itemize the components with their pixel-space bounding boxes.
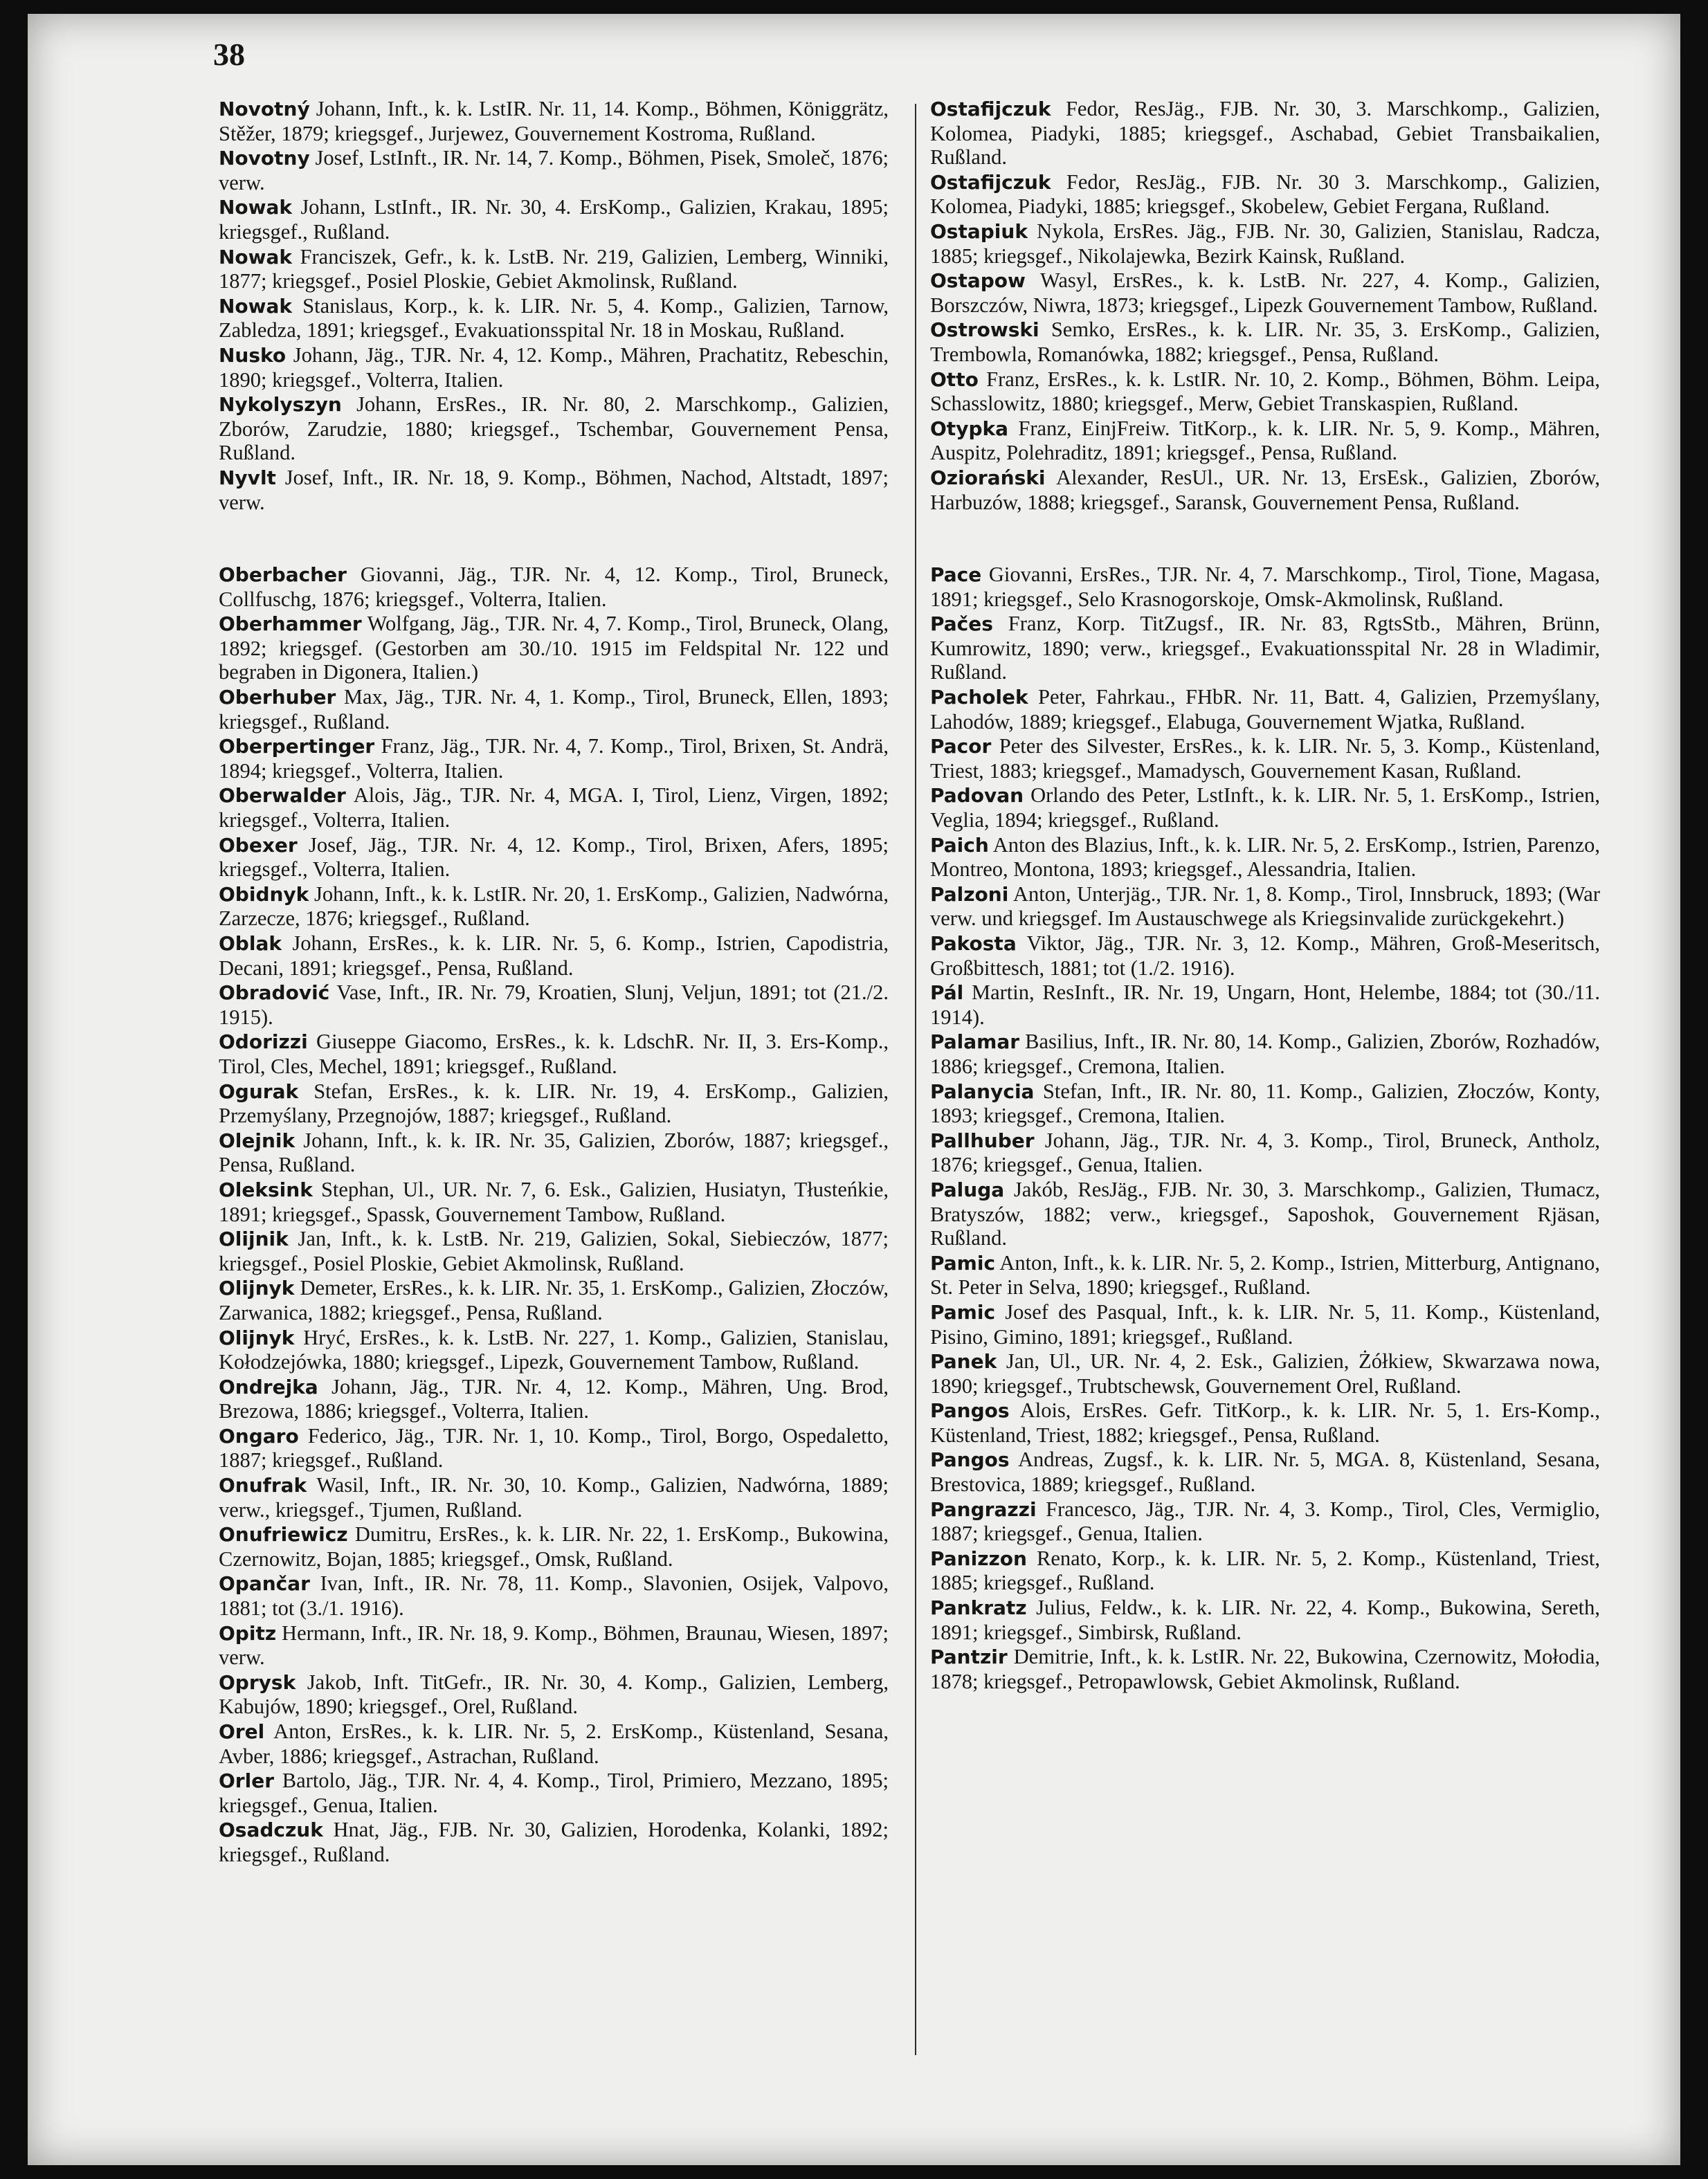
register-entry [219, 1621, 889, 1670]
entry-surname: Ostafijczuk [930, 170, 1051, 194]
entry-surname: Obradović [219, 981, 330, 1005]
entry-surname: Oblak [219, 932, 282, 955]
entry-details: Stephan, Ul., UR. Nr. 7, 6. Esk., Galizien, Husiatyn, Tłusteńkie, 1891; kriegsgef., Spassk, Gouvernement Tambow, Rußland. [219, 1177, 889, 1226]
entry-surname: Pamic [930, 1251, 996, 1275]
entry-details: Franz, Jäg., TJR. Nr. 4, 7. Komp., Tirol, Brixen, St. Andrä, 1894; kriegsgef., Volterra, Italien. [219, 734, 889, 783]
entry-surname: Paich [930, 833, 989, 857]
document-page [28, 14, 1680, 2165]
register-entry [930, 466, 1600, 514]
entry-surname: Oziorański [930, 466, 1046, 489]
register-entry [219, 1571, 889, 1620]
entry-details: Julius, Feldw., k. k. LIR. Nr. 22, 4. Komp., Bukowina, Sereth, 1891; kriegsgef., Simbirsk, Rußland. [930, 1596, 1601, 1644]
register-entry [930, 1129, 1600, 1177]
entry-details: Stefan, ErsRes., k. k. LIR. Nr. 19, 4. ErsKomp., Galizien, Przemyślany, Przegnojów, 1887; kriegsgef., Rußland. [219, 1079, 889, 1128]
register-entry [219, 392, 889, 465]
entry-details: Hnat, Jäg., FJB. Nr. 30, Galizien, Horodenka, Kolanki, 1892; kriegsgef., Rußland. [219, 1818, 889, 1866]
entry-details: Anton, Inft., k. k. LIR. Nr. 5, 2. Komp., Istrien, Mitterburg, Antignano, St. Peter in Selva, 1890; kriegsgef., Rußland. [930, 1250, 1600, 1300]
register-entry [219, 734, 889, 783]
register-entry [219, 1818, 889, 1866]
entry-surname: Odorizzi [219, 1030, 308, 1054]
register-entry [930, 685, 1600, 733]
register-entry [219, 1178, 889, 1226]
entry-surname: Nowak [219, 294, 293, 318]
section-gap [930, 515, 1600, 563]
entry-surname: Novotný [219, 98, 310, 120]
register-entry [930, 1398, 1600, 1447]
entry-surname: Orel [219, 1720, 265, 1743]
entry-surname: Pangos [930, 1448, 1010, 1472]
entry-details: Orlando des Peter, LstInft., k. k. LIR. Nr. 5, 1. ErsKomp., Istrien, Veglia, 1894; kriegsgef., Rußland. [930, 783, 1601, 832]
entry-surname: Ostapiuk [930, 219, 1028, 243]
entry-surname: Ostafijczuk [930, 98, 1051, 120]
register-entry [219, 1030, 889, 1078]
entry-details: Francesco, Jäg., TJR. Nr. 4, 3. Komp., Tirol, Cles, Vermiglio, 1887; kriegsgef., Genua, Italien. [930, 1497, 1600, 1546]
register-entry [930, 97, 1600, 170]
entry-surname: Nowak [219, 245, 293, 268]
register-entry [219, 1079, 889, 1128]
register-entry [930, 783, 1600, 832]
register-entry [930, 1645, 1600, 1693]
register-entry [219, 1276, 889, 1324]
entry-surname: Palamar [930, 1030, 1020, 1054]
entry-details: Peter des Silvester, ErsRes., k. k. LIR. Nr. 5, 3. Komp., Küstenland, Triest, 1883; kriegsgef., Mamadysch, Gouvernement Kasan, Rußland. [930, 734, 1601, 783]
entry-details: Bartolo, Jäg., TJR. Nr. 4, 4. Komp., Tirol, Primiero, Mezzano, 1895; kriegsgef., Genua, Italien. [219, 1769, 889, 1817]
entry-details: Fedor, ResJäg., FJB. Nr. 30, 3. Marschkomp., Galizien, Kolomea, Piadyki, 1885; kriegsgef., Aschabad, Gebiet Transbaikalien, Rußland. [930, 97, 1601, 170]
section-gap [219, 515, 889, 563]
register-entry [930, 170, 1600, 219]
entry-details: Nykola, ErsRes. Jäg., FJB. Nr. 30, Galizien, Stanislau, Radcza, 1885; kriegsgef., Nikolajewka, Bezirk Kainsk, Rußland. [930, 219, 1600, 268]
entry-details: Max, Jäg., TJR. Nr. 4, 1. Komp., Tirol, Bruneck, Ellen, 1893; kriegsgef., Rußland. [219, 685, 889, 733]
entry-details: Alexander, ResUl., UR. Nr. 13, ErsEsk., Galizien, Zborów, Harbuzów, 1888; kriegsgef., Saransk, Gouvernement Pensa, Rußland. [930, 465, 1600, 514]
register-entry [219, 245, 889, 293]
entry-details: Franz, Korp. TitZugsf., IR. Nr. 83, RgtsStb., Mähren, Brünn, Kumrowitz, 1890; verw., kriegsgef., Evakuationsspital Nr. 28 in Wladimir, Rußland. [930, 612, 1600, 684]
register-entry [219, 1670, 889, 1719]
entry-surname: Oberbacher [219, 563, 347, 587]
entry-surname: Ostrowski [930, 318, 1039, 342]
entry-details: Johann, Inft., k. k. LstIR. Nr. 20, 1. ErsKomp., Galizien, Nadwórna, Zarzecze, 1876; kriegsgef., Rußland. [219, 882, 889, 931]
entry-details: Josef, LstInft., IR. Nr. 14, 7. Komp., Böhmen, Pisek, Smoleč, 1876; verw. [219, 146, 889, 194]
entry-surname: Palanycia [930, 1079, 1035, 1103]
register-entry [930, 1079, 1600, 1128]
register-entry [219, 1769, 889, 1817]
entry-details: Johann, ErsRes., IR. Nr. 80, 2. Marschkomp., Galizien, Zborów, Zarudzie, 1880; kriegsgef., Tschembar, Gouvernement Pensa, Rußland. [219, 392, 889, 465]
entry-details: Johann, ErsRes., k. k. LIR. Nr. 5, 6. Komp., Istrien, Capodistria, Decani, 1891; kriegsgef., Pensa, Rußland. [219, 931, 889, 980]
entry-details: Semko, ErsRes., k. k. LIR. Nr. 35, 3. ErsKomp., Galizien, Trembowla, Romanówka, 1882; kriegsgef., Pensa, Rußland. [930, 318, 1601, 366]
entry-details: Johann, Inft., k. k. IR. Nr. 35, Galizien, Zborów, 1887; kriegsgef., Pensa, Rußland. [219, 1128, 889, 1177]
entry-details: Franz, EinjFreiw. TitKorp., k. k. LIR. Nr. 5, 9. Komp., Mähren, Auspitz, Polehraditz, 1891; kriegsgef., Pensa, Rußland. [930, 416, 1600, 465]
entry-surname: Panek [930, 1350, 997, 1374]
register-entry [219, 882, 889, 931]
register-entry [930, 1300, 1600, 1349]
register-entry [219, 931, 889, 980]
entry-surname: Ondrejka [219, 1375, 318, 1398]
entry-surname: Olijnyk [219, 1277, 295, 1300]
register-entry [219, 466, 889, 514]
entry-surname: Osadczuk [219, 1818, 323, 1842]
register-entry [219, 343, 889, 392]
register-entry [930, 1178, 1600, 1250]
entry-details: Viktor, Jäg., TJR. Nr. 3, 12. Komp., Mähren, Groß-Meseritsch, Großbittesch, 1881; tot (1./2. 1916). [930, 931, 1600, 980]
entry-surname: Nykolyszyn [219, 393, 342, 417]
entry-surname: Pantzir [930, 1645, 1008, 1669]
entry-details: Anton, ErsRes., k. k. LIR. Nr. 5, 2. ErsKomp., Küstenland, Sesana, Avber, 1886; kriegsgef., Astrachan, Rußland. [219, 1720, 889, 1768]
entry-details: Fedor, ResJäg., FJB. Nr. 30 3. Marschkomp., Galizien, Kolomea, Piadyki, 1885; kriegsgef., Skobelew, Gebiet Fergana, Rußland. [930, 170, 1601, 219]
entry-details: Jan, Ul., UR. Nr. 4, 2. Esk., Galizien, Żółkiew, Skwarzawa nowa, 1890; kriegsgef., Trubtschewsk, Gouvernement Orel, Rußland. [930, 1349, 1600, 1398]
entry-surname: Pakosta [930, 932, 1017, 955]
register-entry [930, 833, 1600, 882]
register-entry [219, 1375, 889, 1423]
register-entry [930, 1349, 1600, 1398]
left-column [219, 97, 889, 1868]
entry-surname: Otto [930, 367, 979, 391]
entry-surname: Pangos [930, 1399, 1010, 1423]
entry-surname: Oberhammer [219, 612, 362, 636]
register-entry [219, 563, 889, 611]
entry-details: Johann, Inft., k. k. LstIR. Nr. 11, 14. Komp., Böhmen, Königgrätz, Stěžer, 1879; kriegsgef., Jurjewez, Gouvernement Kostroma, Rußland. [219, 97, 889, 145]
entry-surname: Otypka [930, 417, 1008, 440]
register-entry [930, 612, 1600, 684]
entry-details: Jakob, Inft. TitGefr., IR. Nr. 30, 4. Komp., Galizien, Lemberg, Kabujów, 1890; kriegsgef., Orel, Rußland. [219, 1670, 889, 1719]
entry-surname: Pankratz [930, 1596, 1027, 1620]
entry-details: Basilius, Inft., IR. Nr. 80, 14. Komp., Galizien, Zborów, Rozhadów, 1886; kriegsgef., Cremona, Italien. [930, 1030, 1601, 1078]
entry-details: Federico, Jäg., TJR. Nr. 1, 10. Komp., Tirol, Borgo, Ospedaletto, 1887; kriegsgef., Rußland. [219, 1423, 889, 1473]
entry-surname: Opančar [219, 1572, 310, 1596]
entry-details: Johann, Jäg., TJR. Nr. 4, 3. Komp., Tirol, Bruneck, Antholz, 1876; kriegsgef., Genua, Italien. [930, 1128, 1601, 1177]
entry-details: Johann, Jäg., TJR. Nr. 4, 12. Komp., Mähren, Prachatitz, Rebeschin, 1890; kriegsgef., Volterra, Italien. [219, 343, 889, 392]
register-entry [930, 367, 1600, 416]
entry-details: Josef, Inft., IR. Nr. 18, 9. Komp., Böhmen, Nachod, Altstadt, 1897; verw. [219, 465, 889, 514]
entry-details: Demitrie, Inft., k. k. LstIR. Nr. 22, Bukowina, Czernowitz, Mołodia, 1878; kriegsgef., Petropawlowsk, Gebiet Akmolinsk, Rußland. [930, 1645, 1600, 1693]
column-divider [915, 104, 916, 2055]
register-entry [930, 268, 1600, 317]
entry-surname: Onufrak [219, 1474, 307, 1497]
entry-surname: Oprysk [219, 1670, 296, 1694]
entry-details: Anton, Unterjäg., TJR. Nr. 1, 8. Komp., Tirol, Innsbruck, 1893; (War verw. und kriegsgef. Im Austauschwege als Kriegsinvalide zurückgekehrt.) [930, 882, 1600, 931]
entry-details: Vase, Inft., IR. Nr. 79, Kroatien, Slunj, Veljun, 1891; tot (21./2. 1915). [219, 981, 889, 1029]
entry-details: Franciszek, Gefr., k. k. LstB. Nr. 219, Galizien, Lemberg, Winniki, 1877; kriegsgef., Posiel Ploskie, Gebiet Akmolinsk, Rußland. [219, 244, 889, 293]
register-entry [219, 1326, 889, 1374]
entry-details: Ivan, Inft., IR. Nr. 78, 11. Komp., Slavonien, Osijek, Valpovo, 1881; tot (3./1. 1916). [219, 1571, 889, 1621]
right-column [930, 97, 1600, 1694]
entry-details: Renato, Korp., k. k. LIR. Nr. 5, 2. Komp., Küstenland, Triest, 1885; kriegsgef., Rußland. [930, 1546, 1600, 1595]
entry-surname: Oberhuber [219, 686, 336, 709]
entry-surname: Pace [930, 563, 982, 587]
entry-details: Andreas, Zugsf., k. k. LIR. Nr. 5, MGA. 8, Küstenland, Sesana, Brestovica, 1889; kriegsgef., Rußland. [930, 1448, 1600, 1497]
entry-surname: Opitz [219, 1621, 277, 1645]
entry-surname: Paluga [930, 1178, 1005, 1201]
entry-surname: Pamic [930, 1300, 996, 1324]
entry-details: Josef des Pasqual, Inft., k. k. LIR. Nr. 5, 11. Komp., Küstenland, Pisino, Gimino, 1891; kriegsgef., Rußland. [930, 1300, 1601, 1349]
register-entry [219, 146, 889, 194]
entry-details: Stefan, Inft., IR. Nr. 80, 11. Komp., Galizien, Złoczów, Konty, 1893; kriegsgef., Cremona, Italien. [930, 1079, 1600, 1128]
entry-details: Anton des Blazius, Inft., k. k. LIR. Nr. 5, 2. ErsKomp., Istrien, Parenzo, Montreo, Montona, 1893; kriegsgef., Alessandria, Italien. [930, 832, 1600, 882]
entry-details: Wasil, Inft., IR. Nr. 30, 10. Komp., Galizien, Nadwórna, 1889; verw., kriegsgef., Tjumen, Rußland. [219, 1473, 889, 1522]
entry-details: Stanislaus, Korp., k. k. LIR. Nr. 5, 4. Komp., Galizien, Tarnow, Zabledza, 1891; kriegsgef., Evakuationsspital Nr. 18 in Moskau, Rußland. [219, 293, 889, 343]
entry-surname: Nyvlt [219, 466, 276, 489]
register-entry [930, 981, 1600, 1029]
entry-surname: Pacor [930, 735, 992, 758]
entry-surname: Padovan [930, 784, 1024, 808]
entry-details: Wolfgang, Jäg., TJR. Nr. 4, 7. Komp., Tirol, Bruneck, Olang, 1892; kriegsgef. (Gestorben am 30./10. 1915 im Feldspital Nr. 122 und begraben in Digonera, Italien.) [219, 612, 889, 684]
register-entry [930, 734, 1600, 783]
entry-surname: Panizzon [930, 1547, 1027, 1570]
entry-surname: Pál [930, 981, 964, 1005]
entry-surname: Pangrazzi [930, 1497, 1037, 1521]
entry-details: Giovanni, ErsRes., TJR. Nr. 4, 7. Marschkomp., Tirol, Tione, Magasa, 1891; kriegsgef., Selo Krasnogorskoje, Omsk-Akmolinsk, Rußland. [930, 563, 1601, 611]
entry-surname: Olijnik [219, 1228, 289, 1251]
register-entry [219, 1129, 889, 1177]
entry-surname: Ogurak [219, 1079, 299, 1103]
register-entry [930, 1251, 1600, 1300]
register-entry [930, 417, 1600, 465]
register-entry [219, 833, 889, 882]
entry-details: Hryć, ErsRes., k. k. LstB. Nr. 227, 1. Komp., Galizien, Stanislau, Kołodzejówka, 1880; kriegsgef., Lipezk, Gouvernement Tambow, Rußland. [219, 1325, 889, 1374]
register-entry [219, 1522, 889, 1571]
register-entry [930, 882, 1600, 931]
entry-surname: Pačes [930, 612, 993, 636]
entry-surname: Pacholek [930, 686, 1028, 709]
register-entry [930, 563, 1600, 611]
register-entry [930, 1596, 1600, 1644]
register-entry [219, 981, 889, 1029]
page-number: 38 [213, 37, 245, 72]
entry-surname: Onufriewicz [219, 1523, 348, 1547]
entry-surname: Obexer [219, 833, 298, 857]
register-entry [930, 1030, 1600, 1078]
entry-details: Peter, Fahrkau., FHbR. Nr. 11, Batt. 4, Galizien, Przemyślany, Lahodów, 1889; kriegsgef., Elabuga, Gouvernement Wjatka, Rußland. [930, 685, 1600, 733]
register-entry [219, 97, 889, 145]
register-entry [930, 318, 1600, 366]
register-entry [219, 1227, 889, 1275]
entry-surname: Ostapow [930, 269, 1026, 293]
entry-surname: Ongaro [219, 1424, 299, 1448]
entry-surname: Oleksink [219, 1178, 313, 1201]
entry-details: Wasyl, ErsRes., k. k. LstB. Nr. 227, 4. Komp., Galizien, Borszczów, Niwra, 1873; kriegsgef., Lipezk Gouvernement Tambow, Rußland. [930, 268, 1600, 317]
entry-surname: Olejnik [219, 1129, 296, 1152]
entry-details: Giovanni, Jäg., TJR. Nr. 4, 12. Komp., Tirol, Bruneck, Collfuschg, 1876; kriegsgef., Volterra, Italien. [219, 563, 889, 611]
register-entry [219, 1720, 889, 1768]
register-entry [219, 783, 889, 832]
entry-details: Martin, ResInft., IR. Nr. 19, Ungarn, Hont, Helembe, 1884; tot (30./11. 1914). [930, 981, 1601, 1029]
entry-details: Hermann, Inft., IR. Nr. 18, 9. Komp., Böhmen, Braunau, Wiesen, 1897; verw. [219, 1621, 889, 1670]
register-entry [219, 1424, 889, 1473]
register-entry [219, 195, 889, 244]
entry-surname: Orler [219, 1769, 275, 1793]
entry-details: Jakób, ResJäg., FJB. Nr. 30, 3. Marschkomp., Galizien, Tłumacz, Bratyszów, 1882; verw., kriegsgef., Saposhok, Gouvernement Rjäsan, Rußland. [930, 1177, 1600, 1250]
entry-details: Alois, ErsRes. Gefr. TitKorp., k. k. LIR. Nr. 5, 1. Ers-Komp., Küstenland, Triest, 1882; kriegsgef., Pensa, Rußland. [930, 1398, 1600, 1447]
register-entry [930, 219, 1600, 268]
entry-details: Josef, Jäg., TJR. Nr. 4, 12. Komp., Tirol, Brixen, Afers, 1895; kriegsgef., Volterra, Italien. [219, 832, 889, 882]
entry-details: Jan, Inft., k. k. LstB. Nr. 219, Galizien, Sokal, Siebieczów, 1877; kriegsgef., Posiel Ploskie, Gebiet Akmolinsk, Rußland. [219, 1227, 889, 1275]
entry-surname: Olijnyk [219, 1326, 295, 1349]
entry-details: Franz, ErsRes., k. k. LstIR. Nr. 10, 2. Komp., Böhmen, Böhm. Leipa, Schasslowitz, 1880; kriegsgef., Merw, Gebiet Transkaspien, Rußland. [930, 367, 1600, 416]
entry-details: Demeter, ErsRes., k. k. LIR. Nr. 35, 1. ErsKomp., Galizien, Złoczów, Zarwanica, 1882; kriegsgef., Pensa, Rußland. [219, 1276, 889, 1324]
entry-surname: Obidnyk [219, 882, 309, 906]
entry-details: Johann, LstInft., IR. Nr. 30, 4. ErsKomp., Galizien, Krakau, 1895; kriegsgef., Rußland. [219, 195, 889, 244]
register-entry [930, 931, 1600, 980]
entry-details: Johann, Jäg., TJR. Nr. 4, 12. Komp., Mähren, Ung. Brod, Brezowa, 1886; kriegsgef., Volterra, Italien. [219, 1374, 889, 1423]
entry-surname: Palzoni [930, 882, 1009, 906]
entry-surname: Oberwalder [219, 784, 346, 808]
entry-surname: Novotny [219, 147, 310, 170]
register-entry [219, 685, 889, 733]
register-entry [930, 1547, 1600, 1595]
entry-surname: Pallhuber [930, 1129, 1035, 1152]
entry-surname: Oberpertinger [219, 735, 375, 758]
register-entry [219, 612, 889, 684]
register-entry [930, 1448, 1600, 1496]
entry-details: Dumitru, ErsRes., k. k. LIR. Nr. 22, 1. ErsKomp., Bukowina, Czernowitz, Bojan, 1885; kriegsgef., Omsk, Rußland. [219, 1522, 889, 1571]
register-entry [930, 1497, 1600, 1546]
register-entry [219, 294, 889, 343]
register-entry [219, 1473, 889, 1522]
entry-details: Alois, Jäg., TJR. Nr. 4, MGA. I, Tirol, Lienz, Virgen, 1892; kriegsgef., Volterra, Italien. [219, 783, 889, 832]
entry-surname: Nusko [219, 343, 287, 367]
entry-details: Giuseppe Giacomo, ErsRes., k. k. LdschR. Nr. II, 3. Ers-Komp., Tirol, Cles, Mechel, 1891; kriegsgef., Rußland. [219, 1030, 889, 1078]
entry-surname: Nowak [219, 196, 293, 219]
